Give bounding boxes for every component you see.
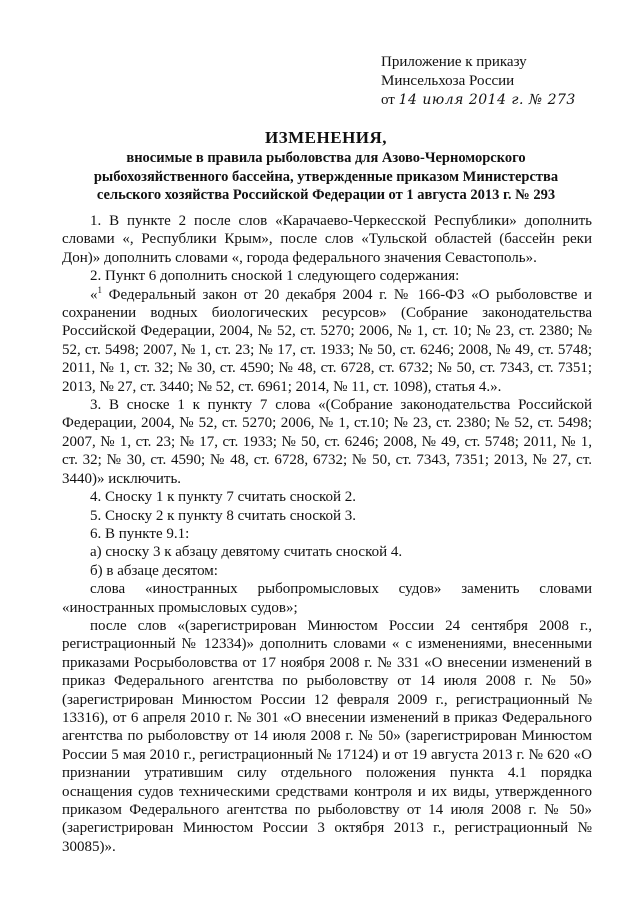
document-body (62, 212, 592, 856)
paragraph-10: слова «иностранных рыбопромысловых судов» заменить словами «иностранных промысловых судов»; (62, 581, 592, 616)
paragraph-4: 3. В сноске 1 к пункту 7 слова «(Собрание законодательства Российской Федерации, 2004, № 52, ст. 5270; 2006, № 1, ст.10; № 23, ст. 2380; № 52, ст. 5498; 2007, № 1, ст. 23; № 17, ст. 1933; № 50, ст. 6246; 2008, № 49, ст. 5748; 2011, № 1, ст. 32; № 30, ст. 4590; № 48, ст. 6728, 6732; № 50, ст. 7343, 7351; 2013, № 27, ст. 3440)» исключить. (62, 397, 592, 487)
handwritten-date-number: 14 июля 2014 г. № 273 (398, 92, 576, 108)
paragraph-9: б) в абзаце десятом: (90, 562, 218, 579)
footnote-text: Федеральный закон от 20 декабря 2004 г. № 166-ФЗ «О рыболовстве и сохранении водных биологических ресурсов» (Собрание законодательства Российской Федерации, 2004, № 52, ст. 5270; 2006, № 1, ст. 10; № 23, ст. 2380; № 52, ст. 5498; 2007, № 1, ст. 23; № 17, ст. 1933; № 50, ст. 6246; 2008, № 49, ст. 5748; 2011, № 1, ст. 32; № 30, ст. 4590; № 48, ст. 6728, ст. 6732; № 50, ст. 7343, ст. 7351; 2013, № 27, ст. 3440; № 52, ст. 6961; 2014, № 11, ст. 1098), статья 4.». (62, 286, 592, 395)
paragraph-5: 4. Сноску 1 к пункту 7 считать сноской 2. (90, 489, 357, 506)
approval-line-3 (381, 91, 576, 110)
approval-date-prefix: от (381, 92, 395, 108)
approval-stamp-block (381, 53, 576, 110)
approval-line-1: Приложение к приказу (381, 54, 527, 70)
paragraph-2: 2. Пункт 6 дополнить сноской 1 следующего содержания: (90, 268, 460, 285)
document-subtitle: вносимые в правила рыболовства для Азово-Черноморского рыбохозяйственного бассейна, утвержденные приказом Министерства сельского хозяйства Российской Федерации от 1 августа 2013 г. № 293 (93, 150, 559, 203)
paragraph-7: 6. В пункте 9.1: (90, 525, 190, 542)
approval-line-2: Минсельхоза России (381, 73, 515, 89)
footnote-marker: 1 (97, 284, 102, 295)
quote-open: « (90, 286, 98, 303)
paragraph-11: после слов «(зарегистрирован Минюстом России 24 сентября 2008 г., регистрационный № 12334)» дополнить словами « с изменениями, внесенными приказами Росрыболовства от 17 ноября 2008 г. № 331 «О внесении изменений в приказ Федерального агентства по рыболовству от 14 июля 2008 г. № 50» (зарегистрирован Минюстом России 12 февраля 2009 г., регистрационный № 13316), от 6 апреля 2010 г. № 301 «О внесении изменений в приказ Федерального агентства по рыболовству от 14 июля 2008 г. № 50» (зарегистрирован Минюстом России 5 мая 2010 г., регистрационный № 17124) и от 19 августа 2013 г. № 620 «О признании утратившим силу отдельного положения пункта 4.1 порядка оснащения судов техническими средствами контроля и их виды, утвержденного приказом Федерального агентства по рыболовству от 14 июля 2008 г. № 50» (зарегистрирован Минюстом России 3 октября 2013 г., регистрационный № 30085)». (62, 617, 592, 855)
document-title: ИЗМЕНЕНИЯ, (264, 128, 388, 147)
paragraph-3-footnote (62, 286, 592, 396)
paragraph-1: 1. В пункте 2 после слов «Карачаево-Черкесской Республики» дополнить словами «, Республики Крым», после слов «Тульской областей (бассейн реки Дон)» дополнить словами «, города федерального значения Севастополь». (62, 213, 592, 266)
document-title-block (60, 127, 592, 205)
paragraph-8: а) сноску 3 к абзацу девятому считать сноской 4. (90, 544, 403, 561)
paragraph-6: 5. Сноску 2 к пункту 8 считать сноской 3. (90, 507, 357, 524)
